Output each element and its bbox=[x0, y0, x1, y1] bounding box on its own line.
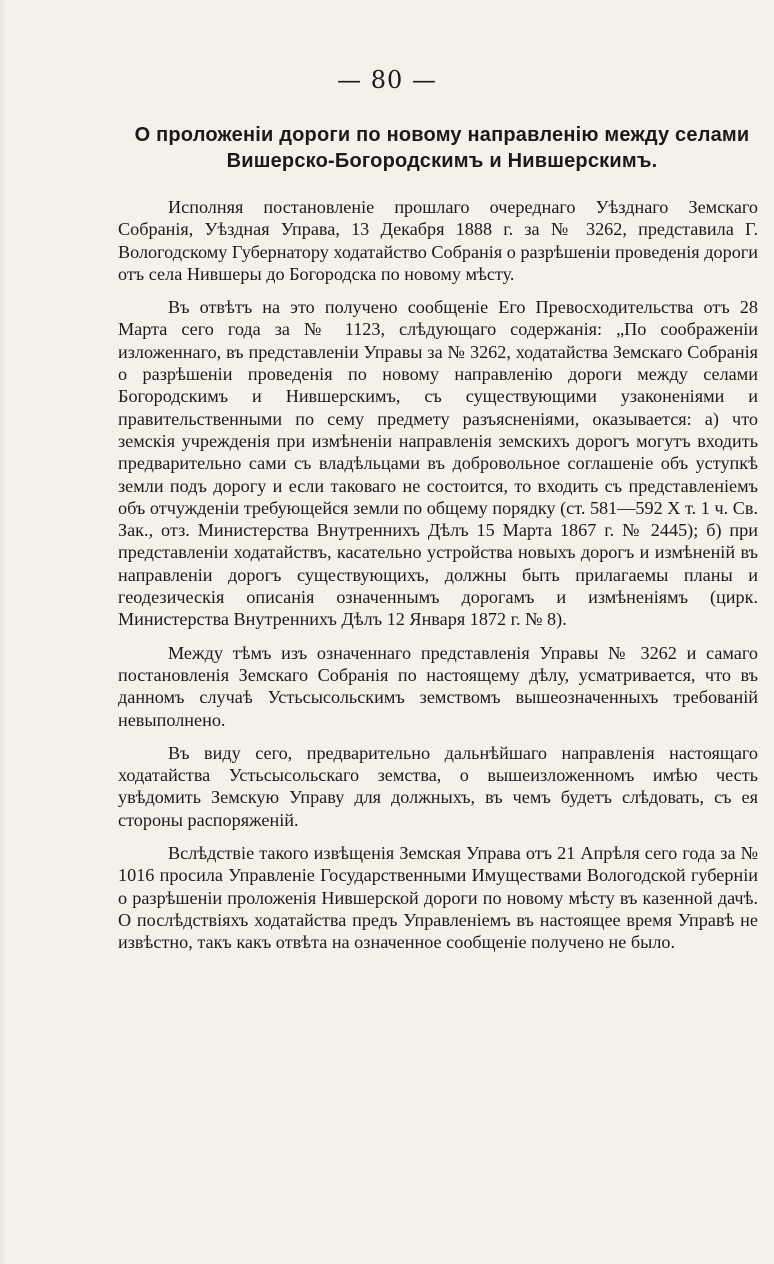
paragraph: Въ виду сего, предварительно дальнѣйшаго направленія настоящаго ходатайства Устьсысольскаго земства, о вышеизложенномъ имѣю честь увѣдомить Земскую Управу для должныхъ, въ чемъ будетъ слѣдовать, съ ея стороны распоряженій. bbox=[118, 742, 758, 830]
paragraph: Исполняя постановленіе прошлаго очереднаго Уѣзднаго Земскаго Собранія, Уѣздная Управа, 13 Декабря 1888 г. за № 3262, представила Г. Вологодскому Губернатору ходатайство Собранія о разрѣшеніи проведенія дороги отъ села Нившеры до Богородска по новому мѣсту. bbox=[118, 197, 758, 284]
paragraph: Между тѣмъ изъ означеннаго представленія Управы № 3262 и самаго постановленія Земскаго Собранія по настоящему дѣлу, усматривается, что въ данномъ случаѣ Устьсысольскимъ земствомъ вышеозначенныхъ требованій невыполнено. bbox=[118, 642, 758, 730]
paragraph: Въ отвѣтъ на это получено сообщеніе Его Превосходительства отъ 28 Марта сего года за № 1123, слѣдующаго содержанія: „По соображеніи изложеннаго, въ представленіи Управы за № 3262, ходатайства Земскаго Собранія о разрѣшеніи проведенія по новому направленію дороги между селами Богородскимъ и Нившерскимъ, съ существующими узаконеніями и правительственными по сему предмету разъясненіями, оказывается: а) что земскія учрежденія при измѣненіи направленія земскихъ дорогъ могутъ входить предварительно сами съ владѣльцами въ добровольное соглашеніе объ уступкѣ земли подъ дорогу и если таковаго не состоится, то входить съ представленіемъ объ отчужденіи требующейся земли по общему порядку (ст. 581—592 X т. 1 ч. Св. Зак., отз. Министерства Внутреннихъ Дѣлъ 15 Марта 1867 г. № 2445); б) при представленіи ходатайствъ, касательно устройства новыхъ дорогъ и измѣненій въ направленіи дорогъ существующихъ, должны быть прилагаемы планы и геодезическія описанія означеннымъ дорогамъ и измѣненіямъ (цирк. Министерства Внутреннихъ Дѣлъ 12 Января 1872 г. № 8). bbox=[118, 297, 758, 630]
section-title: О проложеніи дороги по новому направленію между селами Вишерско-Богородскимъ и Нившерскимъ. bbox=[134, 124, 750, 172]
page-number: — 80 — bbox=[337, 66, 437, 94]
paragraph: Вслѣдствіе такого извѣщенія Земская Управа отъ 21 Апрѣля сего года за № 1016 просила Управленіе Государственными Имуществами Вологодской губерніи о разрѣшеніи проложенія Нившерской дороги по новому мѣсту въ казенной дачѣ. О послѣдствіяхъ ходатайства предъ Управленіемъ въ настоящее время Управѣ не извѣстно, такъ какъ отвѣта на означенное сообщеніе получено не было. bbox=[118, 843, 758, 953]
body-text bbox=[118, 196, 758, 965]
